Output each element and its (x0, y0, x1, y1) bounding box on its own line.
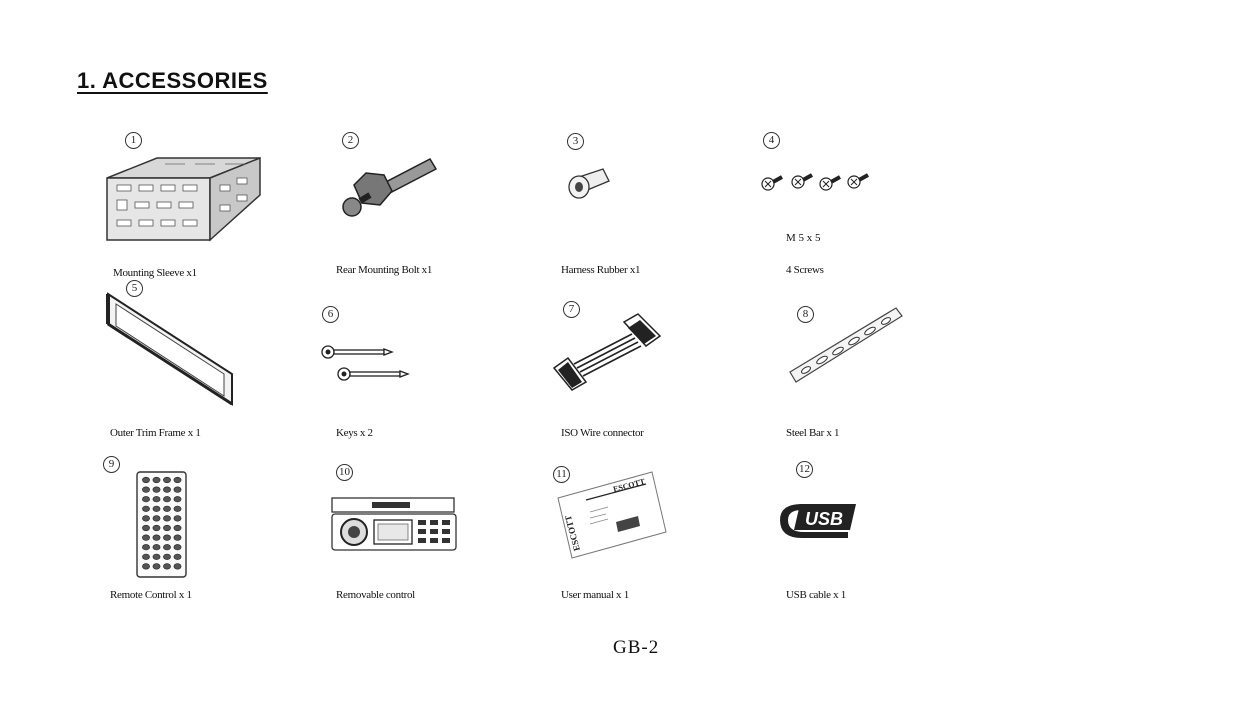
page-title: 1. ACCESSORIES (77, 68, 268, 93)
remote-button-shape (174, 496, 181, 502)
item-number-1: 1 (125, 132, 142, 149)
item-label-4: 4 Screws (786, 264, 824, 276)
remote-button-shape (153, 506, 160, 512)
item-number-9: 9 (103, 456, 120, 473)
remote-button-shape (163, 516, 170, 522)
user-manual-icon (556, 470, 668, 560)
remote-button-shape (153, 535, 160, 541)
item-sublabel-4: M 5 x 5 (786, 232, 821, 244)
remote-button-shape (153, 564, 160, 570)
remote-button-shape (163, 496, 170, 502)
remote-button-shape (163, 535, 170, 541)
remote-button-shape (142, 554, 149, 560)
item-label-5: Outer Trim Frame x 1 (110, 427, 201, 439)
remote-button-shape (142, 487, 149, 493)
iso-connector-icon (552, 312, 664, 394)
remote-button-shape (163, 487, 170, 493)
item-number-8: 8 (797, 306, 814, 323)
item-number-10: 10 (336, 464, 353, 481)
item-label-9: Remote Control x 1 (110, 589, 192, 601)
remote-button-shape (174, 535, 181, 541)
keys-icon (318, 340, 413, 385)
remote-button-shape (142, 544, 149, 550)
remote-button-shape (153, 544, 160, 550)
remote-button-shape (174, 544, 181, 550)
trim-frame-icon (104, 292, 239, 407)
steel-bar-icon (788, 306, 906, 386)
item-label-6: Keys x 2 (336, 427, 373, 439)
remote-button-shape (142, 516, 149, 522)
item-number-11: 11 (553, 466, 570, 483)
remote-button-shape (153, 487, 160, 493)
remote-control-icon (136, 471, 188, 579)
item-label-2: Rear Mounting Bolt x1 (336, 264, 433, 276)
remote-button-shape (153, 516, 160, 522)
manual-brand-top: ESCOTT (612, 476, 646, 494)
item-number-2: 2 (342, 132, 359, 149)
remote-button-shape (174, 554, 181, 560)
remote-button-shape (142, 564, 149, 570)
remote-button-shape (142, 496, 149, 502)
removable-panel-icon (330, 494, 458, 554)
remote-button-shape (153, 554, 160, 560)
harness-rubber-icon (565, 165, 615, 205)
item-label-7: ISO Wire connector (561, 427, 644, 439)
remote-button-shape (174, 506, 181, 512)
item-label-3: Harness Rubber x1 (561, 264, 641, 276)
item-label-8: Steel Bar x 1 (786, 427, 840, 439)
remote-button-shape (174, 516, 181, 522)
remote-button-shape (153, 525, 160, 531)
remote-button-shape (163, 564, 170, 570)
item-number-5: 5 (126, 280, 143, 297)
remote-button-shape (142, 535, 149, 541)
page-footer: GB-2 (613, 637, 660, 658)
remote-button-shape (174, 487, 181, 493)
item-number-3: 3 (567, 133, 584, 150)
mounting-sleeve-icon (105, 140, 265, 245)
usb-logo-icon (778, 500, 860, 542)
remote-button-shape (142, 506, 149, 512)
remote-button-shape (142, 525, 149, 531)
remote-button-shape (174, 564, 181, 570)
remote-button-shape (174, 525, 181, 531)
remote-button-shape (142, 477, 149, 483)
screws-icon (760, 170, 875, 195)
rear-bolt-icon (340, 155, 440, 225)
remote-button-shape (163, 554, 170, 560)
remote-button-shape (163, 477, 170, 483)
item-label-1: Mounting Sleeve x1 (113, 267, 197, 279)
item-number-4: 4 (763, 132, 780, 149)
remote-button-shape (153, 496, 160, 502)
usb-logo-text: USB (805, 509, 844, 529)
item-label-11: User manual x 1 (561, 589, 629, 601)
remote-button-shape (163, 506, 170, 512)
item-number-6: 6 (322, 306, 339, 323)
remote-button-shape (163, 544, 170, 550)
remote-button-shape (153, 477, 160, 483)
item-label-10: Removable control (336, 589, 415, 601)
manual-brand-side: ESCOTT (562, 514, 582, 553)
remote-button-shape (174, 477, 181, 483)
item-label-12: USB cable x 1 (786, 589, 846, 601)
remote-button-shape (163, 525, 170, 531)
item-number-12: 12 (796, 461, 813, 478)
item-number-7: 7 (563, 301, 580, 318)
